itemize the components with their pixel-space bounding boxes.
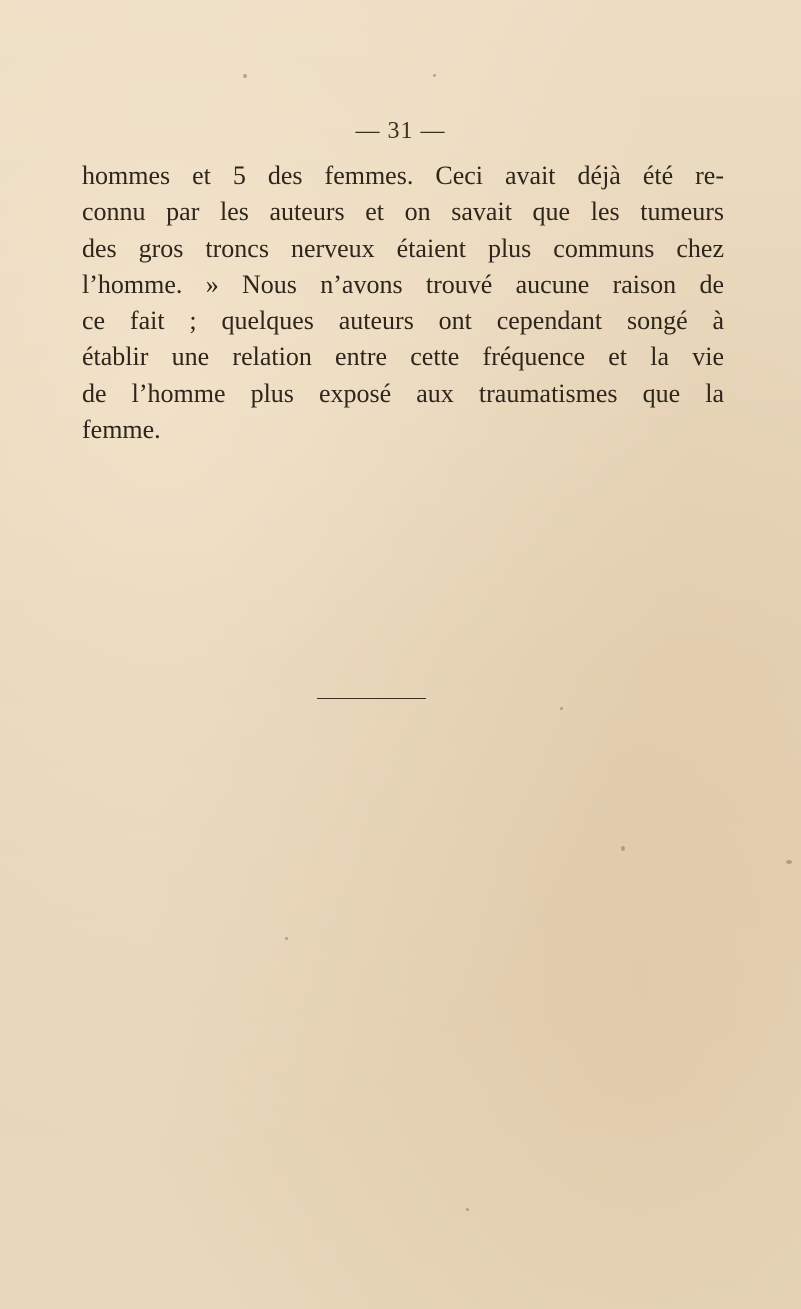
paper-speck	[243, 74, 247, 78]
paragraph-line: hommes et 5 des femmes. Ceci avait déjà été re-	[82, 161, 724, 190]
paragraph-line: femme.	[82, 415, 161, 445]
section-separator	[317, 698, 426, 699]
paper-speck	[560, 707, 563, 710]
paragraph-line: des gros troncs nerveux étaient plus communs chez	[82, 233, 724, 263]
paper-speck	[466, 1208, 469, 1211]
paragraph-line: de l’homme plus exposé aux traumatismes que la	[82, 378, 724, 408]
paper-speck	[285, 937, 288, 940]
body-paragraph	[82, 158, 724, 448]
paragraph-line: l’homme. » Nous n’avons trouvé aucune raison de	[82, 269, 724, 299]
paper-speck	[621, 846, 625, 851]
paragraph-line: connu par les auteurs et on savait que les tumeurs	[82, 197, 724, 227]
paper-speck	[786, 860, 792, 864]
paragraph-line: établir une relation entre cette fréquence et la vie	[82, 342, 724, 372]
paragraph-line: ce fait ; quelques auteurs ont cependant songé à	[82, 306, 724, 336]
page-number: — 31 —	[355, 118, 446, 144]
paper-speck	[433, 74, 436, 77]
